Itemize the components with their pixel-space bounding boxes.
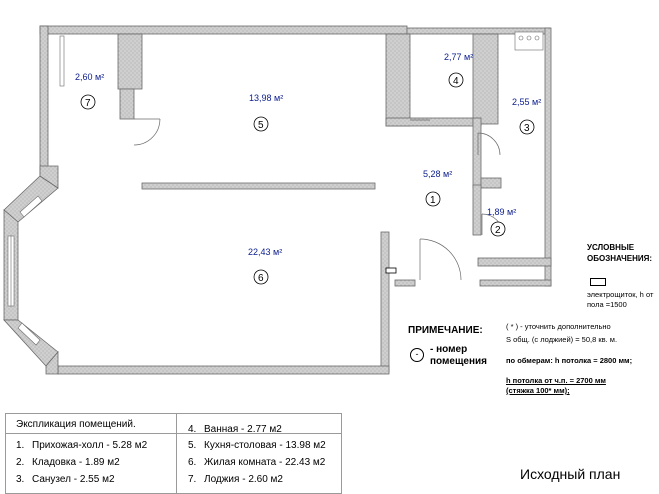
note-title: ПРИМЕЧАНИЕ: (408, 325, 483, 336)
explication-row: 6. Жилая комната - 22.43 м2 (188, 457, 326, 468)
room-area-4: 2,77 м² (444, 52, 474, 62)
explication-row: 5. Кухня-столовая - 13.98 м2 (188, 440, 326, 451)
room-number-4: 4 (453, 76, 459, 87)
drawing-title: Исходный план (520, 466, 621, 482)
explication-row: 2. Кладовка - 1.89 м2 (16, 457, 120, 468)
note-line: S общ. (с лоджией) = 50,8 кв. м. (506, 335, 618, 344)
legend-title: УСЛОВНЫЕ ОБОЗНАЧЕНИЯ: (587, 243, 653, 263)
explication-table (5, 413, 342, 494)
legend-panel-symbol (590, 278, 606, 286)
table-divider (6, 433, 341, 434)
explication-row: 3. Санузел - 2.55 м2 (16, 474, 115, 485)
room-number-marker-symbol: - (410, 348, 424, 362)
room-number-7: 7 (85, 98, 91, 109)
explication-title: Экспликация помещений. (16, 419, 136, 430)
explication-row: 4. Ванная - 2.77 м2 (188, 424, 282, 435)
note-line: ( * ) - уточнить дополнительно (506, 322, 611, 331)
room-number-1: 1 (430, 195, 436, 206)
note-line: (стяжка 100* мм); (506, 386, 570, 395)
room-area-2: 1,89 м² (487, 207, 517, 217)
explication-row: 1. Прихожая-холл - 5.28 м2 (16, 440, 148, 451)
room-area-5: 13,98 м² (249, 93, 284, 103)
explication-row: 7. Лоджия - 2.60 м2 (188, 474, 283, 485)
table-column-divider (176, 414, 177, 493)
room-number-5: 5 (258, 120, 264, 131)
room-labels (75, 52, 541, 284)
kitchen-stove (515, 32, 543, 50)
room-area-7: 2,60 м² (75, 72, 105, 82)
legend-panel-label: электрощиток, h от пола =1500 (587, 290, 654, 309)
electric-panel (386, 268, 396, 273)
room-area-6: 22,43 м² (248, 247, 283, 257)
room-area-3: 2,55 м² (512, 97, 542, 107)
room-area-1: 5,28 м² (423, 169, 453, 179)
room-number-2: 2 (495, 225, 501, 236)
room-number-6: 6 (258, 273, 264, 284)
room-number-marker-label: - номер помещения (430, 344, 487, 367)
note-line: h потолка от ч.п. = 2700 мм (506, 376, 606, 385)
note-line: по обмерам: h потолка = 2800 мм; (506, 356, 633, 365)
doors (134, 119, 503, 280)
room-number-3: 3 (524, 123, 530, 134)
